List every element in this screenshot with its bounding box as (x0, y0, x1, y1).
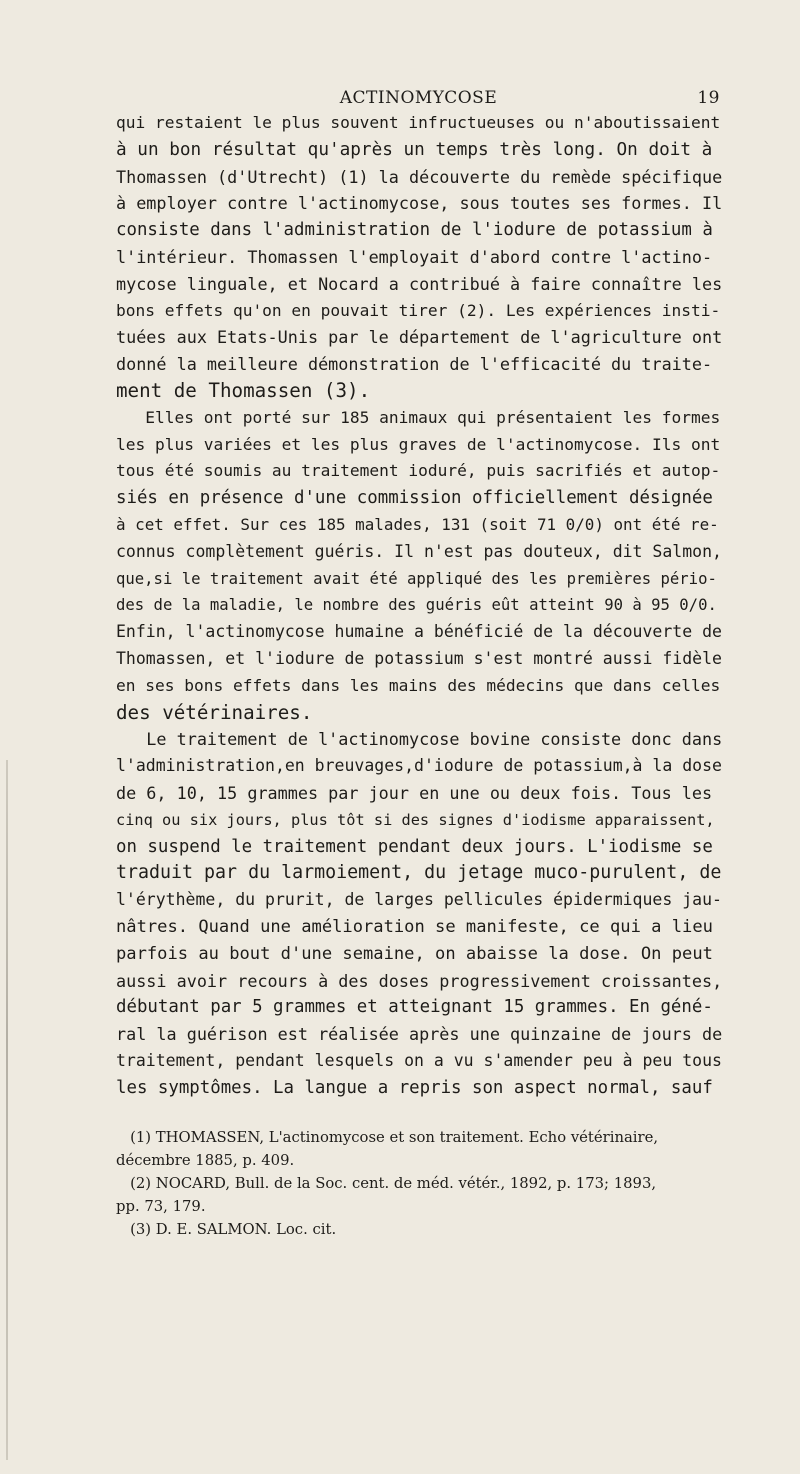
text-line: traitement, pendant lesquels on a vu s'amender peu à peu tous (116, 1050, 722, 1070)
text-line: nâtres. Quand une amélioration se manifeste, ce qui a lieu (116, 916, 713, 937)
text-line: des de la maladie, le nombre des guéris eût atteint 90 à 95 0/0. (116, 596, 717, 615)
text-line: parfois au bout d'une semaine, on abaisse la dose. On peut (116, 943, 713, 964)
text-line: l'érythème, du prurit, de larges pellicules épidermiques jau- (116, 890, 722, 910)
text-line: à un bon résultat qu'après un temps très long. On doit à (116, 139, 713, 160)
text-line: de 6, 10, 15 grammes par jour en une ou deux fois. Tous les (116, 782, 713, 803)
text-line: ral la guérison est réalisée après une quinzaine de jours de (116, 1024, 722, 1045)
text-line: tuées aux Etats-Unis par le département de l'agriculture ont (116, 327, 722, 348)
text-line: bons effets qu'on en pouvait tirer (2). Les expériences insti- (116, 300, 721, 320)
footnote-line: pp. 73, 179. (116, 1198, 206, 1215)
text-line: Thomassen (d'Utrecht) (1) la découverte du remède spécifique (116, 166, 722, 187)
footnote-line: (1) THOMASSEN, L'actinomycose et son traitement. Echo vétérinaire, (116, 1129, 659, 1146)
footnote-line: (2) NOCARD, Bull. de la Soc. cent. de méd. vétér., 1892, p. 173; 1893, (116, 1175, 657, 1192)
text-line: à employer contre l'actinomycose, sous toutes ses formes. Il (116, 193, 722, 214)
text-line: aussi avoir recours à des doses progressivement croissantes, (116, 970, 722, 991)
footnote-line: décembre 1885, p. 409. (116, 1152, 295, 1169)
text-line: qui restaient le plus souvent infructueuses ou n'aboutissaient (116, 113, 721, 132)
text-line: que,si le traitement avait été appliqué des les premières pério- (116, 569, 717, 588)
text-line: Elles ont porté sur 185 animaux qui présentaient les formes (116, 407, 721, 427)
text-line: siés en présence d'une commission officiellement désignée (116, 488, 713, 509)
text-line: les symptômes. La langue a repris son aspect normal, sauf (116, 1077, 713, 1098)
text-line: en ses bons effets dans les mains des médecins que dans celles (116, 675, 721, 695)
page-number: 19 (697, 88, 720, 108)
text-line: l'intérieur. Thomassen l'employait d'abord contre l'actino- (116, 246, 713, 267)
text-line: à cet effet. Sur ces 185 malades, 131 (soit 71 0/0) ont été re- (116, 514, 719, 534)
running-head (117, 88, 720, 112)
text-line: Enfin, l'actinomycose humaine a bénéficié de la découverte de (116, 622, 722, 642)
text-line: l'administration,en breuvages,d'iodure de potassium,à la dose (116, 756, 722, 776)
text-line: des vétérinaires. (116, 700, 313, 724)
text-line: connus complètement guéris. Il n'est pas douteux, dit Salmon, (116, 541, 722, 561)
body-text (116, 110, 722, 1101)
page-edge-shadow (6, 760, 8, 1460)
text-line: Thomassen, et l'iodure de potassium s'est montré aussi fidèle (116, 648, 722, 668)
footnote-line: (3) D. E. SALMON. Loc. cit. (116, 1221, 337, 1238)
text-line: Le traitement de l'actinomycose bovine consiste donc dans (116, 729, 722, 750)
footnotes (116, 1126, 722, 1241)
running-title: ACTINOMYCOSE (339, 88, 498, 108)
text-line: ment de Thomassen (3). (116, 378, 371, 402)
text-line: débutant par 5 grammes et atteignant 15 grammes. En géné- (116, 997, 713, 1018)
text-line: mycose linguale, et Nocard a contribué à faire connaître les (116, 273, 722, 294)
text-line: on suspend le traitement pendant deux jours. L'iodisme se (116, 836, 713, 857)
text-line: consiste dans l'administration de l'iodure de potassium à (116, 220, 713, 241)
text-line: les plus variées et les plus graves de l'actinomycose. Ils ont (116, 434, 721, 454)
text-line: tous été soumis au traitement ioduré, puis sacrifiés et autop- (116, 461, 721, 481)
text-line: traduit par du larmoiement, du jetage muco-purulent, de (116, 862, 722, 884)
text-line: donné la meilleure démonstration de l'efficacité du traite- (116, 354, 713, 375)
text-line: cinq ou six jours, plus tôt si des signes d'iodisme apparaissent, (116, 810, 715, 829)
